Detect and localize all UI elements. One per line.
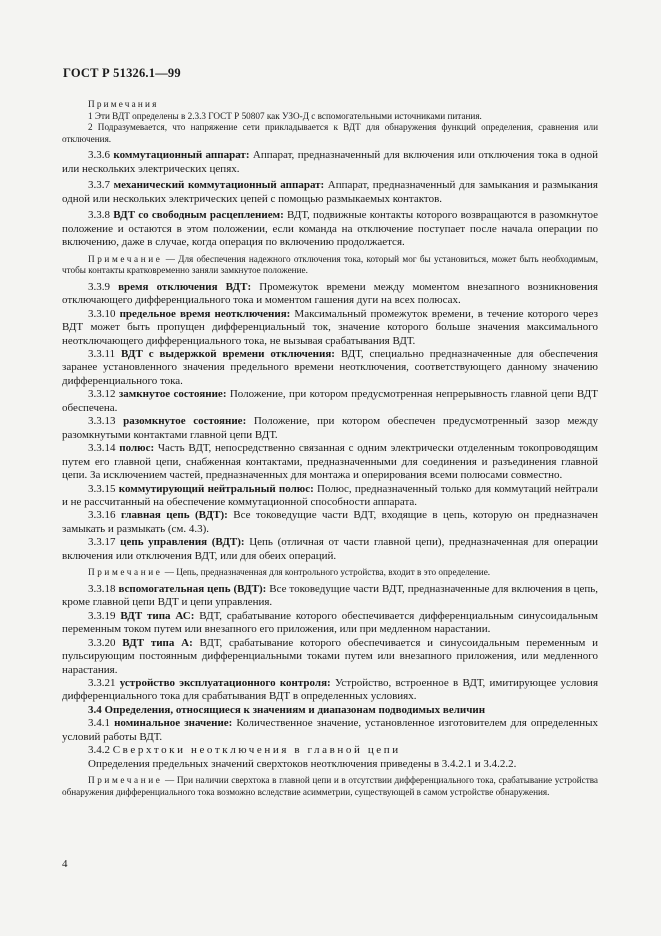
term: ВДТ со свободным расцеплением:	[113, 209, 284, 222]
term: номинальное значение:	[114, 717, 233, 730]
term: главная цепь (ВДТ):	[120, 509, 228, 522]
clause-3-3-11: 3.3.11 ВДТ с выдержкой времени отключения: ВДТ, специально предназначенные для обеспечения заранее установленного значения предельного времени неотключения, соответствующего данному значению дифференциального тока.	[62, 348, 598, 387]
clause-3-3-20: 3.3.20 ВДТ типа А: ВДТ, срабатывание которого обеспечивается и синусоидальным переменным и пульсирующим постоянным дифференциальными токами путем или внезапного приложения, или медленного нарастания.	[62, 636, 599, 676]
term: время отключения ВДТ:	[118, 280, 252, 293]
page-content	[62, 99, 598, 798]
clause-3-3-12: 3.3.12 замкнутое состояние: Положение, при котором предусмотренная непрерывность главной цепи ВДТ обеспечена.	[62, 388, 599, 414]
clause-3-4-2-body: Определения предельных значений сверхтоков неотключения приведены в 3.4.2.1 и 3.4.2.2.	[88, 757, 517, 770]
spaced-title: Сверхтоки неотключения в главной цепи	[112, 744, 401, 757]
term: цепь управления (ВДТ):	[120, 536, 245, 549]
note-3-4-2: Примечание — При наличии сверхтока в главной цепи и в отсутствии дифференциального тока, срабатывание устройства обнаружения дифференциального тока возможно вследствие асимметрии, существующей в самом устройстве обнаружения.	[62, 775, 598, 797]
term: замкнутое состояние:	[118, 388, 227, 401]
note-3-3-17: Примечание — Цепь, предназначенная для контрольного устройства, входит в это определение.	[88, 567, 491, 578]
clause-3-3-18: 3.3.18 вспомогательная цепь (ВДТ): Все токоведущие части ВДТ, предназначенные для включения в цепь, кроме главной цепи ВДТ и цепи управления.	[62, 582, 598, 609]
note-2: 2 Подразумевается, что напряжение сети прикладывается к ВДТ для обнаружения функций определения, сравнения или отключения.	[62, 122, 598, 144]
clause-3-3-6: 3.3.6 коммутационный аппарат: Аппарат, предназначенный для включения или отключения тока в одной или нескольких электрических цепях.	[62, 149, 599, 175]
clause-3-3-17: 3.3.17 цепь управления (ВДТ): Цепь (отличная от части главной цепи), предназначенная для операции включения или отключения ВДТ, или для обеих операций.	[62, 536, 599, 562]
clause-3-3-16: 3.3.16 главная цепь (ВДТ): Все токоведущие части ВДТ, входящие в цепь, которую он предназначен замыкать и размыкать (см. 4.3).	[62, 509, 598, 535]
clause-3-3-14: 3.3.14 полюс: Часть ВДТ, непосредственно связанная с одним электрически отделенным токопроводящим путем его главной цепи, снабженная контактами, предназначенными для соединения и разъединения главной цепи. За исключением частей, предназначенных для монтажа и оперирования всеми полюсами совместно.	[62, 442, 599, 482]
clause-3-3-21: 3.3.21 устройство эксплуатационного контроля: Устройство, встроенное в ВДТ, имитирующее условия дифференциального тока для срабатывания ВДТ в определенных условиях.	[62, 677, 599, 703]
clause-3-3-13: 3.3.13 разомкнутое состояние: Положение, при котором обеспечен предусмотренный зазор между разомкнутыми контактами главной цепи ВДТ.	[62, 415, 599, 441]
term: вспомогательная цепь (ВДТ):	[118, 582, 267, 595]
term: ВДТ типа АС:	[120, 609, 195, 622]
document-header: ГОСТ Р 51326.1—99	[63, 66, 181, 80]
section-3-4-heading: 3.4 Определения, относящиеся к значениям и диапазонам подводимых величин	[88, 703, 486, 716]
page-number: 4	[62, 858, 68, 870]
notes-heading: Примечания	[88, 99, 159, 109]
clause-3-4-1: 3.4.1 номинальное значение: Количественное значение, установленное изготовителем для определенных условий работы ВДТ.	[62, 717, 599, 743]
note-3-3-8: Примечание — Для обеспечения надежного отключения тока, который мог бы установиться, может быть необходимым, чтобы контакты кратковременно заняли замкнутое положение.	[62, 253, 598, 276]
clause-3-3-8: 3.3.8 ВДТ со свободным расцеплением: ВДТ, подвижные контакты которого возвращаются в разомкнутое положение и остаются в этом положении, если команда на отключение поступает после начала операции по включению, даже в случае, когда операция по включению продолжается.	[62, 209, 598, 249]
term: коммутирующий нейтральный полюс:	[118, 482, 314, 495]
clause-3-4-2: 3.4.2 Сверхтоки неотключения в главной цепи	[88, 744, 401, 757]
note-1: 1 Эти ВДТ определены в 2.3.3 ГОСТ Р 50807 как УЗО-Д с вспомогательными источниками питания.	[88, 110, 482, 121]
term: коммутационный аппарат:	[113, 149, 250, 162]
clause-3-3-9: 3.3.9 время отключения ВДТ: Промежуток времени между моментом внезапного возникновения отключающего дифференциального тока и моментом гашения дуги на всех полюсах.	[62, 280, 598, 307]
term: механический коммутационный аппарат:	[113, 179, 325, 192]
clause-3-3-15: 3.3.15 коммутирующий нейтральный полюс: Полюс, предназначенный только для коммутаций нейтрали и не рассчитанный на обеспечение коммутационной способности аппарата.	[62, 482, 599, 508]
clause-3-3-19: 3.3.19 ВДТ типа АС: ВДТ, срабатывание которого обеспечивается дифференциальным синусоидальным переменным током путем или внезапного его приложения, или при медленном нарастании.	[62, 609, 599, 636]
term: предельное время неотключения:	[119, 307, 291, 320]
clause-3-3-7: 3.3.7 механический коммутационный аппарат: Аппарат, предназначенный для замыкания и размыкания одной или нескольких электрических цепей с помощью размыкаемых контактов.	[62, 179, 598, 205]
term: полюс:	[119, 442, 155, 455]
clause-3-3-10: 3.3.10 предельное время неотключения: Максимальный промежуток времени, в течение которого через ВДТ может быть пропущен дифференциальный ток, значение которого больше значения максимального неотключающего дифференциального тока, не вызывая срабатывания ВДТ.	[62, 307, 599, 347]
term: ВДТ типа А:	[122, 636, 193, 649]
term: устройство эксплуатационного контроля:	[119, 677, 331, 690]
term: ВДТ с выдержкой времени отключения:	[120, 348, 335, 360]
term: разомкнутое состояние:	[123, 415, 247, 428]
